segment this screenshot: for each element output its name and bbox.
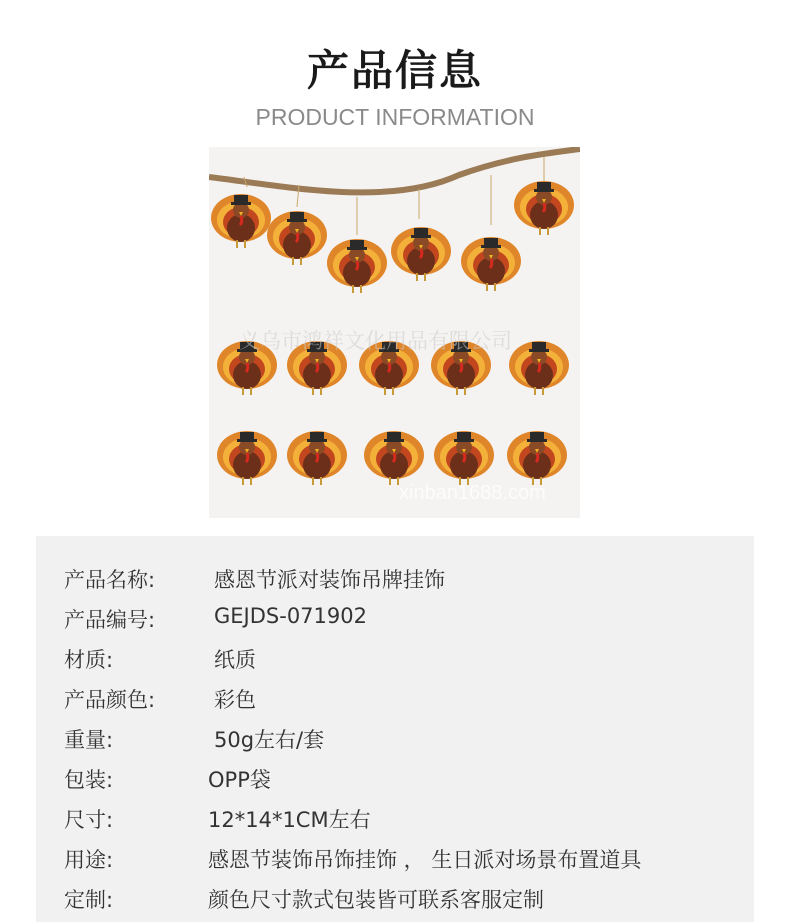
info-value: 彩色: [214, 688, 256, 712]
info-label: 定制:: [64, 888, 114, 912]
info-row-material: [64, 644, 256, 674]
watermark-site: xinban1688.com: [399, 482, 546, 504]
info-value: 颜色尺寸款式包装皆可联系客服定制: [208, 888, 544, 912]
info-row-weight: [64, 724, 325, 754]
watermark-company: 义乌市鸿祥文化用品有限公司: [239, 330, 512, 353]
info-label: 用途:: [64, 848, 114, 872]
info-label: 尺寸:: [64, 808, 114, 832]
info-row-size: [64, 804, 371, 834]
info-label: 材质:: [64, 648, 114, 672]
info-value: 50g左右/套: [214, 728, 325, 752]
info-label: 包装:: [64, 768, 114, 792]
page-title: 产品信息: [306, 46, 483, 95]
info-label: 产品颜色:: [64, 688, 156, 712]
info-row-usage: [64, 844, 642, 874]
info-row-code: [64, 604, 367, 634]
info-value: OPP袋: [208, 768, 271, 792]
info-value: 感恩节装饰吊饰挂饰 ， 生日派对场景布置道具: [208, 848, 642, 872]
info-row-custom: [64, 884, 544, 914]
info-label: 产品名称:: [64, 568, 156, 592]
product-photo: [209, 147, 580, 518]
info-label: 产品编号:: [64, 608, 156, 632]
info-value: 12*14*1CM左右: [208, 808, 371, 832]
info-value: 纸质: [214, 648, 256, 672]
info-value: 感恩节派对装饰吊牌挂饰: [214, 568, 445, 592]
info-row-name: [64, 564, 445, 594]
info-value: GEJDS-071902: [214, 604, 367, 628]
info-row-color: [64, 684, 256, 714]
info-row-packaging: [64, 764, 271, 794]
product-info-panel: [36, 536, 754, 922]
info-label: 重量:: [64, 728, 114, 752]
page-subtitle: PRODUCT INFORMATION: [255, 104, 535, 130]
